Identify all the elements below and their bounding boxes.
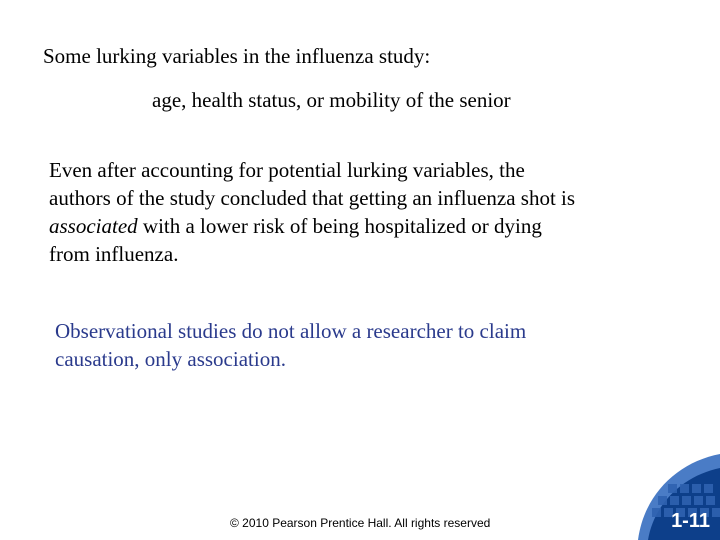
conclusion-paragraph — [49, 156, 669, 268]
conclusion-line: from influenza. — [49, 242, 179, 266]
conclusion-line: authors of the study concluded that getting an influenza shot is — [49, 186, 576, 210]
lurking-variables-list: age, health status, or mobility of the senior — [152, 88, 511, 112]
conclusion-line — [49, 212, 669, 240]
emphasis-term: associated — [49, 214, 138, 238]
heading-text: Some lurking variables in the influenza study: — [43, 44, 431, 68]
takeaway-line: causation, only association. — [55, 347, 286, 371]
conclusion-line-rest: with a lower risk of being hospitalized or dying — [137, 214, 542, 238]
takeaway-paragraph — [55, 317, 655, 373]
copyright-footer: © 2010 Pearson Prentice Hall. All rights reserved — [230, 516, 491, 530]
page-number: 1-11 — [671, 510, 710, 532]
takeaway-line: Observational studies do not allow a researcher to claim — [55, 319, 527, 343]
conclusion-line: Even after accounting for potential lurking variables, the — [49, 158, 525, 182]
